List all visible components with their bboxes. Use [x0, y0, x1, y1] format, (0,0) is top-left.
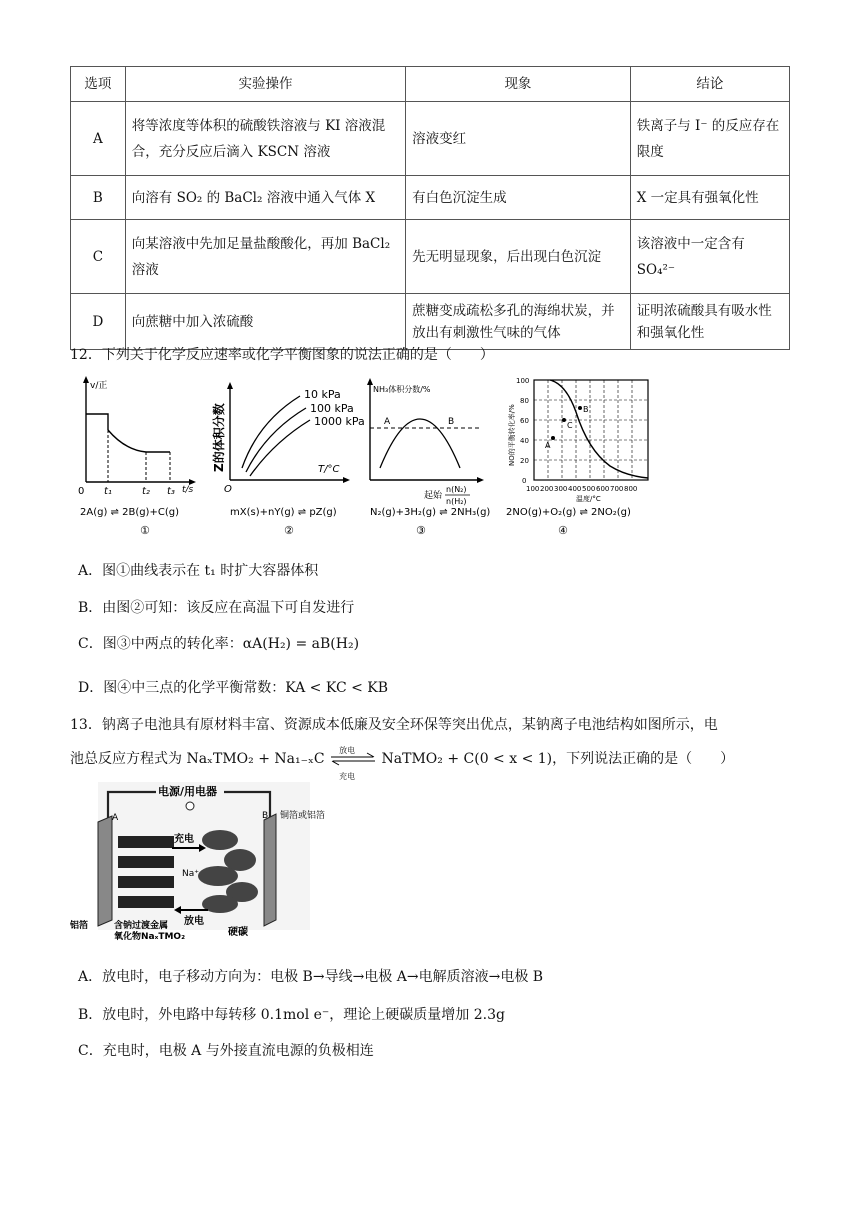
f1-equation: 2A(g) ⇌ 2B(g)+C(g): [80, 507, 179, 518]
row-conclusion: 该溶液中一定含有 SO₄²⁻: [630, 220, 789, 294]
header-phenomenon: 现象: [406, 67, 631, 102]
q13-eq-left: NaₓTMO₂ + Na₁₋ₓC: [186, 751, 325, 767]
charge-label: 充电: [174, 834, 194, 845]
f4-ytick: 0: [522, 477, 527, 485]
f4-ytick: 20: [520, 457, 529, 465]
f1-origin: 0: [78, 486, 85, 497]
row-option: B: [71, 176, 126, 220]
f1-tick: t₁: [104, 486, 112, 497]
q12-option-c: C．图③中两点的转化率：αA(H₂) = aB(H₂): [78, 636, 360, 652]
q12-option-b: B．由图②可知：该反应在高温下可自发进行: [78, 600, 355, 616]
figure-4: [506, 377, 648, 537]
row-conclusion: 铁离子与 I⁻ 的反应存在限度: [630, 102, 789, 176]
q13-stem-prefix: 池总反应方程式为: [70, 751, 187, 767]
q13-stem-suffix: ，下列说法正确的是（ ）: [552, 751, 735, 767]
q13-stem-line1: 13．钠离子电池具有原材料丰富、资源成本低廉及安全环保等突出优点，某钠离子电池结构如图所示，电: [70, 717, 718, 733]
f4-xtick: 400: [568, 485, 582, 493]
q13-eq-right: NaTMO₂ + C(0 < x < 1): [381, 751, 553, 767]
battery-figure: [70, 780, 326, 942]
row-operation: 将等浓度等体积的硫酸铁溶液与 KI 溶液混合，充分反应后滴入 KSCN 溶液: [125, 102, 405, 176]
cathode-material-label-1: 含钠过渡金属: [114, 921, 169, 931]
f4-xtick: 500: [582, 485, 596, 493]
right-foil-label: 铜箔或铝箔: [280, 811, 326, 821]
row-option: C: [71, 220, 126, 294]
figure-1: [78, 376, 196, 537]
f1-xlabel: t/s: [182, 485, 194, 495]
row-conclusion: 证明浓硫酸具有吸水性和强氧化性: [630, 294, 789, 350]
q13-stem-line2: [70, 746, 735, 781]
f4-equation: 2NO(g)+O₂(g) ⇌ 2NO₂(g): [506, 507, 631, 518]
q12-stem: 12．下列关于化学反应速率或化学平衡图象的说法正确的是（ ）: [70, 347, 494, 363]
f1-ylabel: v/正: [90, 381, 108, 391]
row-operation: 向溶有 SO₂ 的 BaCl₂ 溶液中通入气体 X: [125, 176, 405, 220]
f3-equation: N₂(g)+3H₂(g) ⇌ 2NH₃(g): [370, 507, 491, 518]
row-operation: 向某溶液中先加足量盐酸酸化，再加 BaCl₂ 溶液: [125, 220, 405, 294]
f4-xtick: 600: [596, 485, 610, 493]
f3-xlabel-num: n(N₂): [446, 485, 467, 494]
f1-tick: t₂: [142, 486, 150, 497]
table-row: [71, 294, 790, 350]
f3-number: ③: [416, 524, 426, 537]
q13-option-b: B．放电时，外电路中每转移 0.1mol e⁻，理论上硬碳质量增加 2.3g: [78, 1007, 505, 1023]
equilibrium-arrow: [329, 746, 377, 781]
f4-xtick: 700: [610, 485, 624, 493]
f4-ytick: 80: [520, 397, 529, 405]
electrode-a-label: A: [112, 813, 119, 823]
row-phenomenon: 溶液变红: [406, 102, 631, 176]
header-conclusion: 结论: [630, 67, 789, 102]
f4-xtick: 300: [554, 485, 568, 493]
table-row: [71, 176, 790, 220]
q12-option-a: A．图①曲线表示在 t₁ 时扩大容器体积: [78, 563, 319, 579]
f4-ylabel: NO的平衡转化率/%: [508, 404, 516, 466]
figure-3: [367, 378, 490, 537]
f2-curve-label: 1000 kPa: [314, 415, 365, 428]
f3-point-a: A: [384, 417, 391, 427]
q12-option-d: D．图④中三点的化学平衡常数：KA < KC < KB: [78, 680, 389, 696]
f2-number: ②: [284, 524, 294, 537]
cathode-material-label-2: 氧化物NaₓTMO₂: [114, 932, 186, 942]
table-row: [71, 102, 790, 176]
q13-option-c: C．充电时，电极 A 与外接直流电源的负极相连: [78, 1043, 374, 1059]
f2-equation: mX(s)+nY(g) ⇌ pZ(g): [230, 507, 337, 518]
f1-number: ①: [140, 524, 150, 537]
f4-ytick: 100: [516, 377, 530, 385]
f3-xlabel-prefix: 起始: [424, 491, 443, 501]
electrode-b-label: B: [262, 811, 269, 821]
f4-number: ④: [558, 524, 568, 537]
f2-origin: O: [224, 484, 232, 495]
row-conclusion: X 一定具有强氧化性: [630, 176, 789, 220]
row-operation: 向蔗糖中加入浓硫酸: [125, 294, 405, 350]
f2-ylabel: Z的体积分数: [212, 403, 226, 472]
header-operation: 实验操作: [125, 67, 405, 102]
f3-xlabel-den: n(H₂): [446, 497, 467, 506]
row-phenomenon: 有白色沉淀生成: [406, 176, 631, 220]
f4-xlabel: 温度/°C: [576, 495, 601, 503]
experiment-table: [70, 66, 790, 350]
f4-ytick: 40: [520, 437, 529, 445]
table-row: [71, 220, 790, 294]
f4-point: A: [545, 441, 551, 450]
f3-ylabel: NH₃体积分数/%: [373, 385, 431, 394]
discharge-label: 放电: [184, 916, 204, 927]
row-phenomenon: 蔗糖变成疏松多孔的海绵状炭，并放出有刺激性气味的气体: [406, 294, 631, 350]
figure-2: [211, 382, 365, 537]
f4-ytick: 60: [520, 417, 529, 425]
anode-material-label: 硬碳: [228, 927, 248, 938]
battery-title: 电源/用电器: [158, 785, 218, 798]
arrow-bottom-label: 充电: [339, 772, 356, 781]
f4-xtick: 100: [526, 485, 540, 493]
f2-curve-label: 10 kPa: [304, 388, 341, 401]
ion-label: Na⁺: [182, 869, 199, 879]
q13-option-a: A．放电时，电子移动方向为：电极 B→导线→电极 A→电解质溶液→电极 B: [78, 969, 544, 985]
f4-point: B: [583, 405, 589, 414]
row-option: D: [71, 294, 126, 350]
arrow-top-label: 放电: [339, 746, 356, 755]
f1-tick: t₃: [167, 486, 175, 497]
f4-point: C: [567, 421, 573, 430]
row-option: A: [71, 102, 126, 176]
f4-xtick: 200: [540, 485, 554, 493]
f2-curve-label: 100 kPa: [310, 402, 354, 415]
table-header-row: [71, 67, 790, 102]
f3-point-b: B: [448, 417, 455, 427]
q12-figures: [70, 372, 690, 544]
left-foil-label: 铝箔: [70, 921, 89, 931]
header-option: 选项: [71, 67, 126, 102]
f2-xlabel: T/°C: [318, 464, 340, 475]
row-phenomenon: 先无明显现象，后出现白色沉淀: [406, 220, 631, 294]
f4-xtick: 800: [624, 485, 638, 493]
